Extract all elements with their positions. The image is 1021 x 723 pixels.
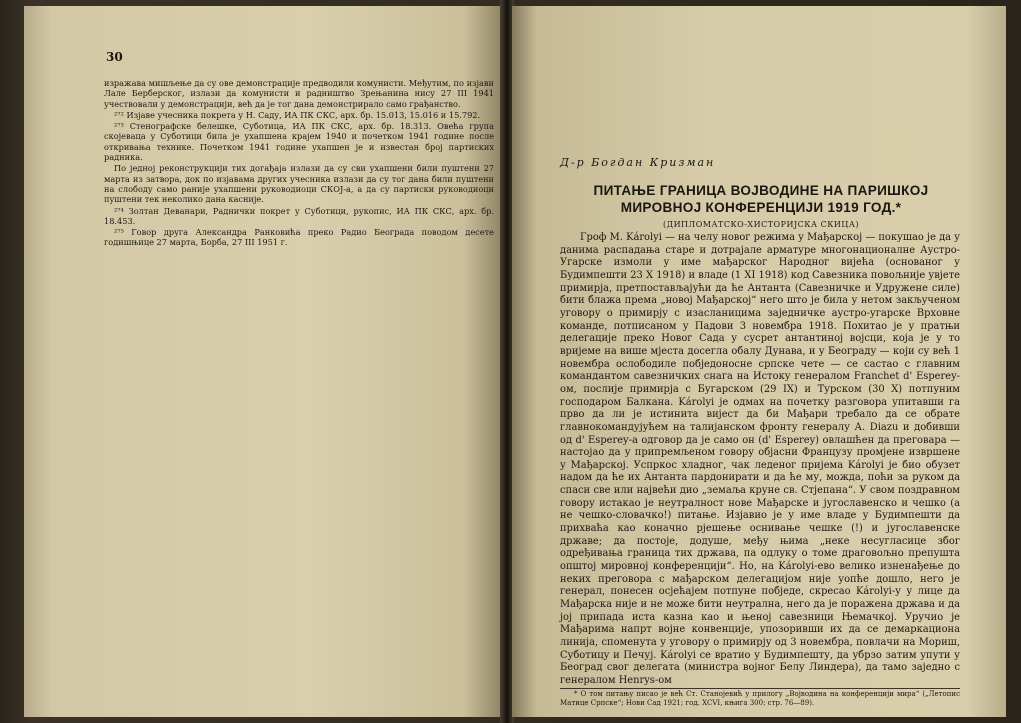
note-275: ²⁷⁵ Говор друга Александра Ранковића преко Радио Београда поводом десете годишњице 27 марта, Борба, 27 III 1951 г. [104, 227, 494, 248]
page-number: 30 [106, 50, 123, 64]
note-274: ²⁷⁴ Золтан Деванари, Раднички покрет у Суботици, рукопис, ИА ПК СКС, арх. бр. 18.453. [104, 205, 494, 226]
footnote: * О том питању писао је већ Ст. Станојевић у прилогу „Војводина на конференцији мира“ („Летопис Матице Српске“; Нови Сад 1921; год. XCVI, књига 300; стр. 76—89). [560, 690, 960, 707]
left-notes [104, 78, 494, 249]
body-paragraph: Гроф М. Károlyi — на челу новог режима у Мађарској — покушао је да у данима распадања старе и дотрајале арматуре многонационалне Аустро-Угарске измоли у име мађарског Народног вијећа (основаног у Будимпешти 23 X 1918) и владе (1 XI 1918) код Савезника повољније увјете примирја, претпостављајући да ће Антанта (Савезничке и Удружене силе) бити блажа према „новој Мађарској“ него што је била у нетом закљученом уговору о примирју с изасланицима заједничке аустро-угарске Врховне команде, потписаном у Падови 3 новембра 1918. Похитао је у пратњи делегације преко Новог Сада у сусрет антантиној војсци, која је у то вријеме на више мјеста досегла обалу Дунава, и у Београду — који су већ 1 новембра ослободиле побједоносне српске чете — се састао с главним командантом савезничких снага на Истоку генералом Franchet d' Esperey-ом, послије примирја с Бугарском (29 IX) и Турском (30 X) потпуним господаром Балкана. Károlyi је одмах на почетку разговора упитавши га прво да ли је истинита вијест да би Мађари требало да се обрате главнокомандујућем на талијанском фронту генералу А. Diazu и добивши од d' Esperey-а одговор да је само он (d' Esperey) овлашћен да преговара — настојао да у припремљеном говору објасни Французу промјене извршене у Мађарској. Успркос хладног, чак леденог пријема Károlyi је био обузет надом да ће их Антанта пардонирати и да ће му, можда, поћи за руком да спаси све или највећи дио „земаља круне св. Стјепана“. У свом поздравном говору истакао је неутралност нове Мађарске и југославенско и чешко (а не чешко-словачко!) питање. Изјавио је у име владе у Будимпешти да прихваћа као коначно рјешење оснивање чешке (!) и југославенске државе; да постоје, додуше, међу њима „неке несугласице због одређивања граница тих држава, па одлуку о томе драговољно препушта општој мировној конференцији“. Но, на Károlyi-ево велико изненађење до неких преговора с мађарском делегацијом није уопће дошло, него је генерал, понесен осјећајем потпуне побједе, скресао Károlyi-у у лице да Мађарска није и не може бити неутрална, него да је поражена држава и да јој припада иста казна као и њеној савезници Њемачкој. Уручио је Мађарима напрт војне конвенције, упозоривши их да се демаркациона линија, споменута у уговору о примирју од 3 новембра, повлачи на Мориш, Суботицу и Печуј. Károlyi се вратио у Будимпешту, да убрзо затим упути у Београд свог делегата (министра војног Белу Линдера), да тамо заједно с генералом Henrys-ом [560, 232, 960, 686]
footnote-divider [560, 688, 960, 689]
article-body [560, 232, 960, 688]
right-page [512, 6, 1006, 717]
note-273: ²⁷³ Стенографске белешке, Суботица, ИА ПК СКС, арх. бр. 18.313. Овећа група скојеваца у Суботици била је ухапшена крајем 1940 и почетком 1941 године после откривања технике. Почетком 1941 године ухапшен је и известан број партиских радника. [104, 121, 494, 163]
article-subtitle: (ДИПЛОМАТСКО-ХИСТОРИЈСКА СКИЦА) [662, 220, 860, 229]
note-text: изражава мишљење да су ове демонстрације предводили комунисти. Међутим, по изјави Лале Берберског, излази да комунисти и радништво Зрењанина нису 27 III 1941 учествовали у демонстрацији, већ да је тог дана демонстрирало само грађанство. [104, 78, 494, 109]
left-page [24, 6, 502, 717]
article-title: ПИТАЊЕ ГРАНИЦА ВОЈВОДИНЕ НА ПАРИШКОЈ МИРОВНОЈ КОНФЕРЕНЦИЈИ 1919 ГОД.* [593, 183, 929, 215]
note-273-continued: По једној реконструкцији тих догађаја излази да су сви ухапшени били пуштени 27 марта из затвора, док по изјавама других учесника излази да су тог дана били пуштени на слободу само раније ухапшени руководиоци СКОЈ-а, а да су партиски руководиоци пуштени тек неколико дана касније. [104, 163, 494, 205]
note-272: ²⁷² Изјаве учесника покрета у Н. Саду, ИА ПК СКС, арх. бр. 15.013, 15.016 и 15.792. [114, 109, 481, 120]
article-author: Д-р Богдан Кризман [560, 156, 716, 169]
